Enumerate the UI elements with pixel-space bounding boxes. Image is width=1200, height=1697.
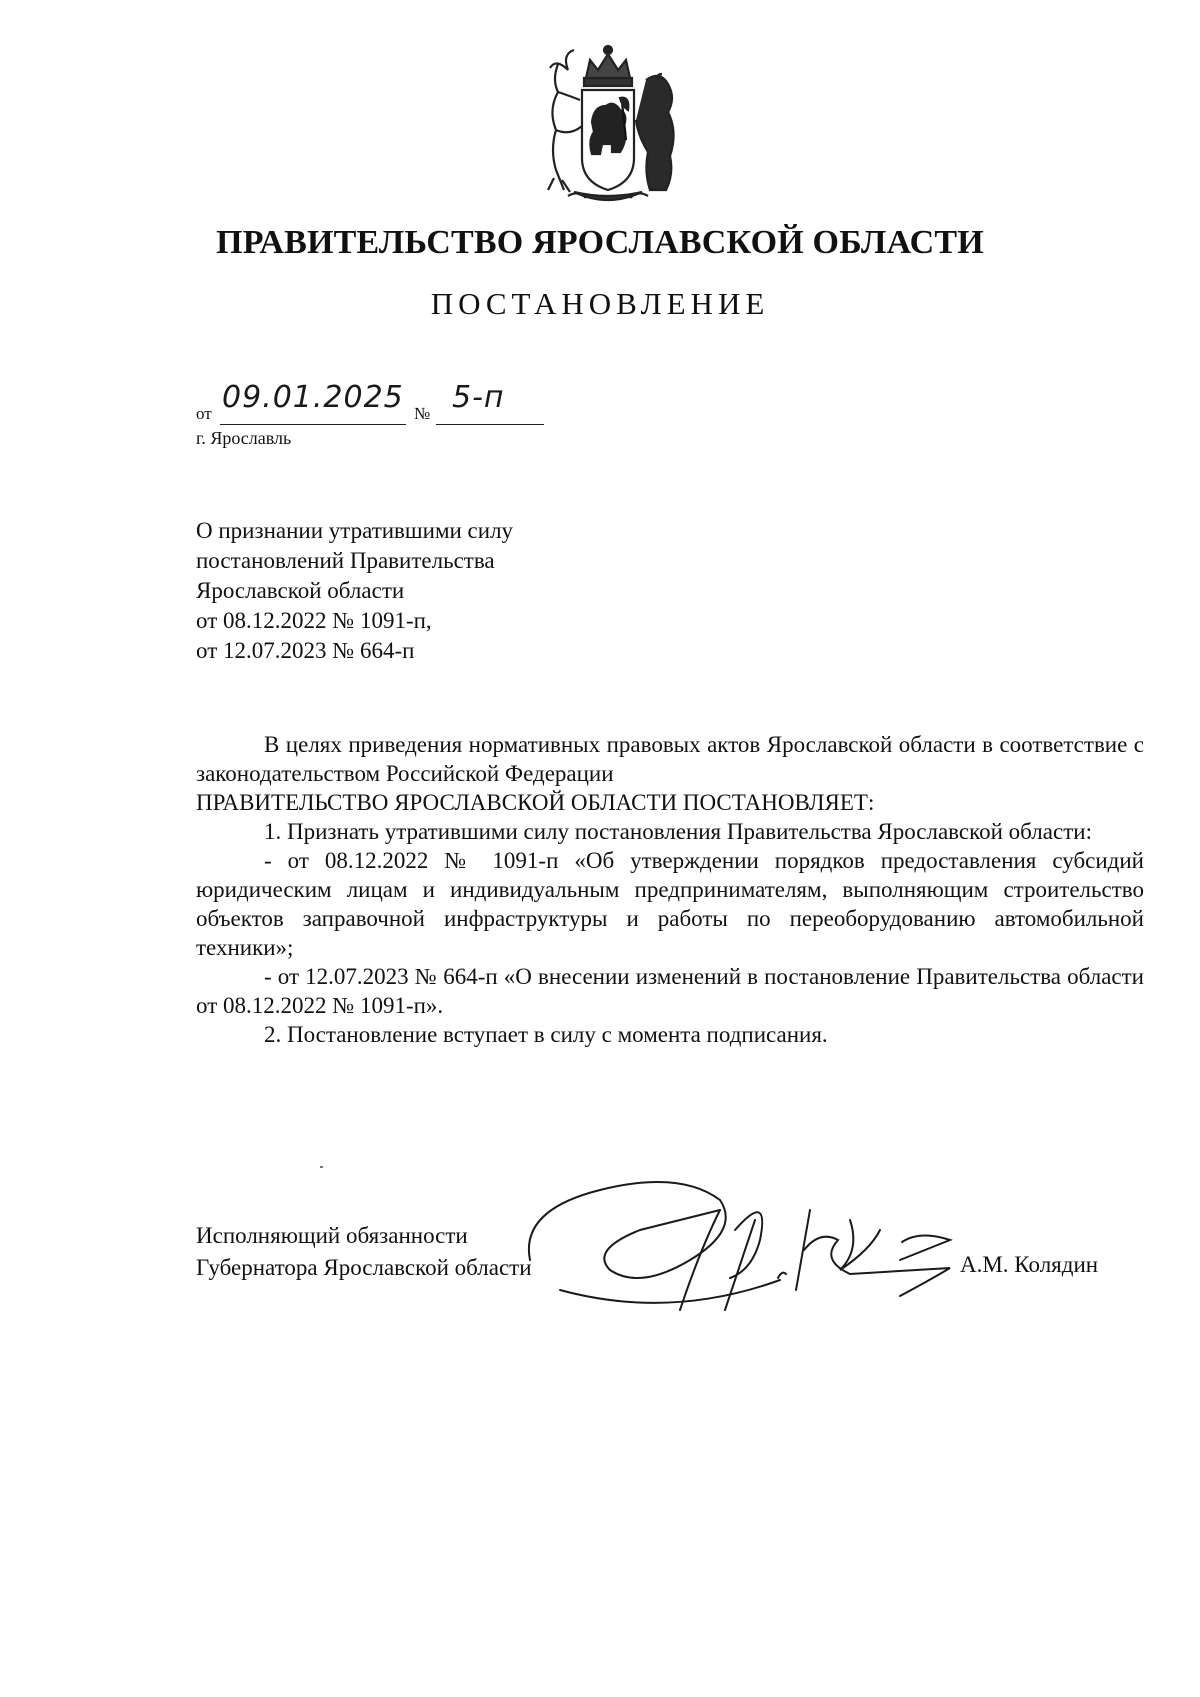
document-type: ПОСТАНОВЛЕНИЕ — [430, 286, 770, 321]
handwritten-signature — [520, 1170, 1000, 1320]
subject-line: постановлений Правительства — [196, 548, 495, 573]
number-value: 5-п — [452, 380, 505, 415]
item-2: 2. Постановление вступает в силу с момента подписания. — [264, 1022, 828, 1047]
position-line-2: Губернатора Ярославской области — [196, 1255, 532, 1280]
document-subject — [196, 516, 696, 666]
subject-line: Ярославской области — [196, 578, 405, 603]
number-label: № — [414, 404, 431, 423]
city: г. Ярославль — [196, 428, 292, 448]
subject-line: О признании утратившими силу — [196, 518, 514, 543]
date-value: 09.01.2025 — [222, 380, 404, 415]
coat-of-arms-emblem — [528, 40, 688, 208]
date-underline — [220, 424, 406, 425]
date-label: от — [196, 404, 212, 423]
item-1-b: - от 12.07.2023 № 664-п «О внесении изменений в постановление Правительства области от 08.12.2022 № 1091-п». — [196, 964, 1144, 1018]
number-underline — [436, 424, 544, 425]
item-1: 1. Признать утратившими силу постановления Правительства Ярославской области: — [264, 819, 1092, 844]
position-line-1: Исполняющий обязанности — [196, 1223, 468, 1248]
subject-line: от 08.12.2022 № 1091-п, — [196, 608, 432, 633]
resolves-clause: ПРАВИТЕЛЬСТВО ЯРОСЛАВСКОЙ ОБЛАСТИ ПОСТАНОВЛЯЕТ: — [196, 790, 875, 815]
item-1-a: - от 08.12.2022 № 1091-п «Об утверждении порядков предоставления субсидий юридическим лицам и индивидуальным предпринимателям, выполняющим строительство объектов заправочной инфраструктуры и работы по переоборудованию автомобильной техники»; — [196, 848, 1144, 960]
signatory-name: А.М. Колядин — [960, 1252, 1099, 1277]
document-body — [196, 730, 1144, 1049]
subject-line: от 12.07.2023 № 664-п — [196, 638, 415, 663]
organization-title: ПРАВИТЕЛЬСТВО ЯРОСЛАВСКОЙ ОБЛАСТИ — [216, 224, 984, 261]
signatory-position — [196, 1220, 532, 1284]
preamble: В целях приведения нормативных правовых актов Ярославской области в соответствие с законодательством Российской Федерации — [196, 732, 1144, 786]
scan-speck — [320, 1166, 323, 1168]
